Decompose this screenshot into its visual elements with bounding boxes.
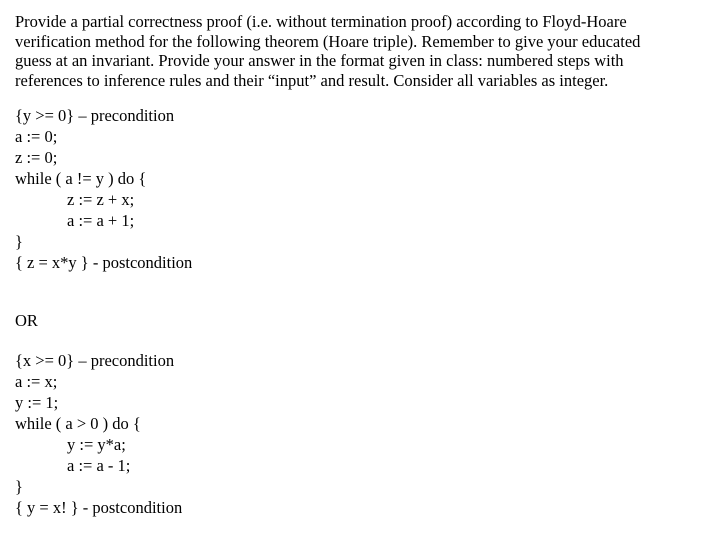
document — [15, 12, 705, 518]
instructions-line: guess at an invariant. Provide your answer in the format given in class: numbered steps with — [15, 51, 624, 70]
program-1 — [15, 105, 705, 273]
program-2-statement: a := x; — [15, 372, 58, 391]
instructions-line: references to inference rules and their “input” and result. Consider all variables as integer. — [15, 70, 609, 90]
program-2-loop-body-statement: y := y*a; — [67, 435, 126, 454]
or-separator: OR — [15, 311, 38, 330]
program-1-loop-body-statement: a := a + 1; — [67, 211, 135, 230]
program-2-precondition: {x >= 0} – precondition — [15, 351, 175, 370]
program-1-precondition: {y >= 0} – precondition — [15, 106, 175, 125]
program-1-statement: a := 0; — [15, 127, 58, 146]
program-2-close-brace: } — [15, 477, 23, 496]
program-1-loop-body-statement: z := z + x; — [67, 190, 135, 209]
program-2-statement: y := 1; — [15, 393, 59, 412]
program-2 — [15, 350, 705, 518]
instructions-line: verification method for the following theorem (Hoare triple). Remember to give your educated — [15, 31, 641, 51]
program-2-loop-body-statement: a := a - 1; — [67, 456, 131, 475]
program-1-close-brace: } — [15, 232, 23, 251]
program-1-postcondition: { z = x*y } - postcondition — [15, 253, 193, 272]
instructions-paragraph — [15, 12, 705, 90]
instructions-line: Provide a partial correctness proof (i.e. without termination proof) according to Floyd-Hoare — [15, 12, 627, 31]
program-2-postcondition: { y = x! } - postcondition — [15, 498, 183, 517]
program-2-loop-header: while ( a > 0 ) do { — [15, 414, 141, 433]
program-1-loop-header: while ( a != y ) do { — [15, 169, 147, 188]
program-1-statement: z := 0; — [15, 148, 58, 167]
